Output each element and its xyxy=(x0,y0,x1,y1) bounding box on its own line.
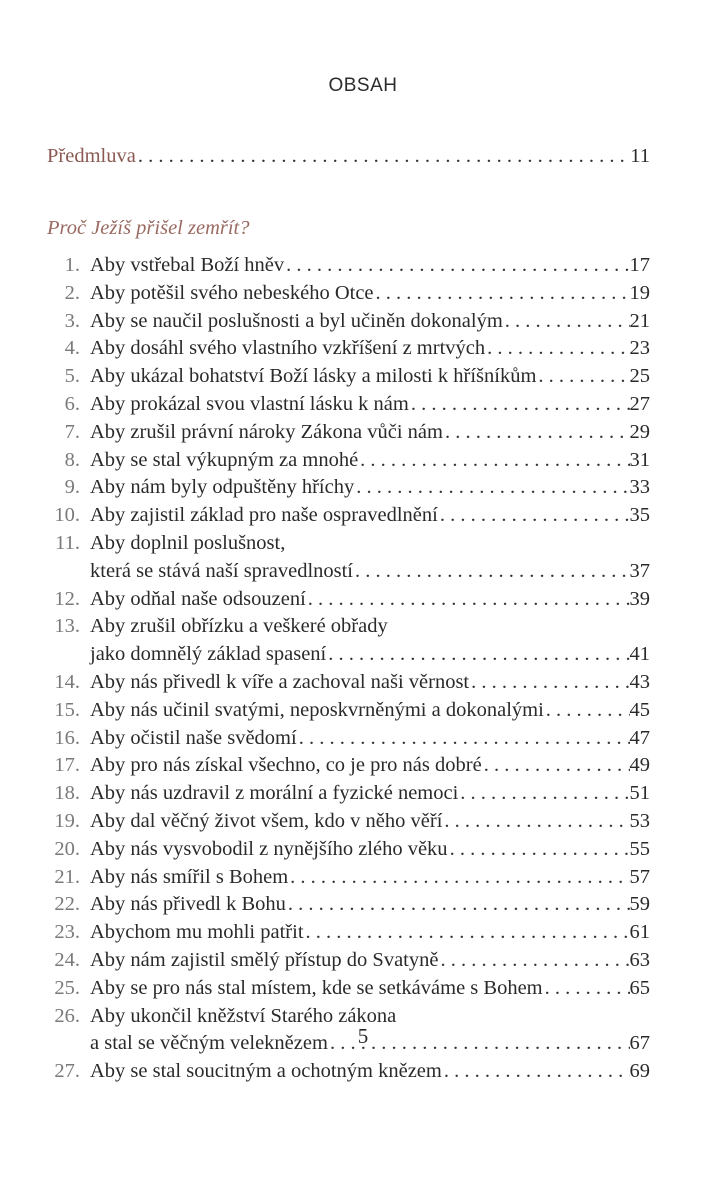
toc-entry-number: 15. xyxy=(54,698,80,721)
toc-entry xyxy=(90,864,650,890)
toc-entry-page: 31 xyxy=(629,448,650,471)
toc-entry-page: 35 xyxy=(629,504,650,527)
toc-entry xyxy=(90,363,650,389)
toc-entry-title: Aby dal věčný život všem, kdo v něho věří xyxy=(90,810,443,832)
leader-dots xyxy=(544,697,630,723)
toc-entry xyxy=(90,586,650,612)
toc-entry xyxy=(90,725,650,751)
toc-entry-title: Aby nás přivedl k víře a zachoval naši věrnost xyxy=(90,671,470,693)
toc-entry-number: 7. xyxy=(64,420,80,443)
leader-dots xyxy=(306,586,630,612)
toc-entry-number: 21. xyxy=(54,865,80,888)
toc-entry-number: 27. xyxy=(54,1060,80,1083)
toc-entry xyxy=(90,308,650,334)
toc-entry xyxy=(90,641,650,667)
toc-entry-title: Aby doplnil poslušnost, xyxy=(90,532,286,554)
toc-entry-number: 11. xyxy=(55,532,80,554)
toc-entry-number: 23. xyxy=(54,921,80,944)
toc-entry xyxy=(90,975,650,1001)
toc-entry-number: 25. xyxy=(54,976,80,999)
toc-entry-page: 57 xyxy=(629,865,650,888)
toc-entry xyxy=(90,252,650,278)
toc-entry-page: 49 xyxy=(629,754,650,777)
toc-entry xyxy=(90,947,650,973)
toc-entry-page: 33 xyxy=(629,476,650,499)
toc-entry-number: 2. xyxy=(64,281,80,304)
toc-entry xyxy=(90,919,650,945)
leader-dots xyxy=(448,836,630,862)
toc-entry-page: 55 xyxy=(629,837,650,860)
toc-entry-page: 53 xyxy=(629,810,650,832)
toc-entry-page: 51 xyxy=(629,782,650,805)
toc-entry-number: 24. xyxy=(54,949,80,971)
toc-entry-number: 18. xyxy=(54,782,80,805)
toc-entry-page: 45 xyxy=(629,698,650,721)
toc-entry-title-continued: a stal se věčným veleknězem xyxy=(90,1032,328,1055)
toc-entry-title-continued: jako domnělý základ spasení xyxy=(90,643,327,666)
toc-entry-title: Aby ukončil kněžství Starého zákona xyxy=(90,1004,397,1027)
toc-entry-title: Aby vstřebal Boží hněv xyxy=(90,254,285,276)
toc-entry xyxy=(90,335,650,361)
toc-entry-page: 29 xyxy=(629,420,650,443)
toc-entry xyxy=(90,474,650,500)
toc-entry-number: 9. xyxy=(64,476,80,499)
toc-entry-title: Aby nás uzdravil z morální a fyzické nemoci xyxy=(90,782,459,805)
leader-dots xyxy=(543,975,630,1001)
toc-entry-title: Aby nám byly odpuštěny hříchy xyxy=(90,476,355,499)
leader-dots xyxy=(485,335,629,361)
toc-entry-title: Aby potěšil svého nebeského Otce xyxy=(90,281,374,304)
toc-entry-title: Aby zajistil základ pro naše ospravedlnění xyxy=(90,504,438,527)
toc-entry-title: Aby prokázal svou vlastní lásku k nám xyxy=(90,393,409,415)
leader-dots xyxy=(358,447,629,473)
toc-entry xyxy=(90,558,650,584)
toc-entry xyxy=(90,891,650,917)
toc-entry-title: Aby očistil naše svědomí xyxy=(90,726,297,749)
toc-entry-title: Aby se stal výkupným za mnohé xyxy=(90,448,359,471)
toc-entry xyxy=(90,697,650,723)
toc-entry-title: Aby se stal soucitným a ochotným knězem xyxy=(90,1060,442,1083)
toc-entry-title: Aby se pro nás stal místem, kde se setkáváme s Bohem xyxy=(90,976,543,999)
leader-dots xyxy=(409,391,630,417)
leader-dots xyxy=(469,669,629,695)
toc-entry-page: 23 xyxy=(629,337,650,360)
toc-entry-page: 41 xyxy=(629,643,650,666)
toc-entry-number: 13. xyxy=(54,615,80,638)
toc-entry-number: 20. xyxy=(54,837,80,860)
toc-entry-page: 25 xyxy=(629,365,650,388)
leader-dots xyxy=(482,752,630,778)
toc-entry xyxy=(90,780,650,806)
toc-entry-title: Aby ukázal bohatství Boží lásky a milosti k hříšníkům xyxy=(90,365,537,388)
toc-entry-title: Abychom mu mohli patřit xyxy=(90,921,304,944)
toc-entry-page: 19 xyxy=(629,281,650,304)
toc-entry xyxy=(90,836,650,862)
leader-dots xyxy=(374,280,630,306)
leader-dots xyxy=(442,1058,630,1084)
toc-entry-number: 17. xyxy=(54,754,80,777)
toc-entry-title: Aby nám zajistil smělý přístup do Svatyně xyxy=(90,949,439,971)
leader-dots xyxy=(284,252,629,278)
toc-entry-page: 63 xyxy=(629,949,650,971)
toc-entry-number: 8. xyxy=(64,448,80,471)
toc-entry-number: 12. xyxy=(54,587,80,610)
toc-entry xyxy=(90,808,650,834)
toc-entry-page: 11 xyxy=(630,145,650,167)
toc-entry xyxy=(90,1058,650,1084)
leader-dots xyxy=(442,808,629,834)
leader-dots xyxy=(536,363,629,389)
toc-entry-page: 69 xyxy=(629,1060,650,1083)
leader-dots xyxy=(353,558,629,584)
toc-entry-title: Aby se naučil poslušnosti a byl učiněn dokonalým xyxy=(90,309,503,332)
leader-dots xyxy=(438,947,629,973)
toc-entry-number: 3. xyxy=(64,309,80,332)
toc-entry xyxy=(90,752,650,778)
toc-entry-title: Aby nás vysvobodil z nynějšího zlého věku xyxy=(90,837,448,860)
toc-entry-number: 4. xyxy=(64,337,80,360)
toc-entry-title: Aby zrušil právní nároky Zákona vůči nám xyxy=(90,420,443,443)
leader-dots xyxy=(304,919,630,945)
toc-entry-number: 6. xyxy=(64,393,80,415)
toc-entry-title: Aby nás přivedl k Bohu xyxy=(90,893,286,916)
toc-entry-number: 26. xyxy=(54,1004,80,1027)
toc-entry-page: 21 xyxy=(629,309,650,332)
leader-dots xyxy=(326,641,629,667)
toc-entry-page: 47 xyxy=(629,726,650,749)
toc-entry-page: 61 xyxy=(629,921,650,944)
toc-entry-page: 65 xyxy=(629,976,650,999)
page-title: OBSAH xyxy=(328,75,398,96)
toc-entry xyxy=(90,447,650,473)
toc-entry-number: 22. xyxy=(54,893,80,916)
toc-entry-page: 59 xyxy=(629,893,650,916)
toc-entry-number: 5. xyxy=(64,365,80,388)
toc-entry-title: Aby dosáhl svého vlastního vzkříšení z mrtvých xyxy=(90,337,486,360)
page-number: 5 xyxy=(357,1024,369,1048)
toc-entry-number: 19. xyxy=(54,810,80,832)
toc-entry-title: Předmluva xyxy=(47,145,136,167)
toc-entry-title-continued: která se stává naší spravedlností xyxy=(90,559,354,582)
leader-dots xyxy=(443,419,630,445)
toc-entry-page: 43 xyxy=(629,671,650,693)
toc-entry xyxy=(90,669,650,695)
toc-entry-number: 10. xyxy=(54,504,80,527)
toc-entry xyxy=(90,502,650,528)
section-heading: Proč Ježíš přišel zemřít? xyxy=(47,217,250,239)
toc-entry-title: Aby zrušil obřízku a veškeré obřady xyxy=(90,615,388,638)
leader-dots xyxy=(503,308,630,334)
leader-dots xyxy=(288,864,629,890)
toc-entry-page: 67 xyxy=(629,1032,650,1055)
toc-entry-title: Aby nás smířil s Bohem xyxy=(90,865,289,888)
toc-entry-title: Aby odňal naše odsouzení xyxy=(90,587,306,610)
leader-dots xyxy=(297,725,630,751)
toc-entry xyxy=(90,280,650,306)
toc-entry xyxy=(90,419,650,445)
toc-entry-number: 1. xyxy=(64,254,80,276)
toc-entry-preface xyxy=(47,143,650,169)
toc-entry-page: 37 xyxy=(629,559,650,582)
toc-entry-title: Aby pro nás získal všechno, co je pro nás dobré xyxy=(90,754,482,777)
leader-dots xyxy=(438,502,630,528)
toc-entry-number: 16. xyxy=(54,726,80,749)
toc-entry-title: Aby nás učinil svatými, neposkvrněnými a dokonalými xyxy=(90,698,544,721)
leader-dots xyxy=(354,474,629,500)
toc-entry xyxy=(90,391,650,417)
leader-dots xyxy=(136,143,630,169)
toc-entry-page: 27 xyxy=(629,393,650,415)
toc-entry-number: 14. xyxy=(54,671,80,693)
toc-entry-page: 39 xyxy=(629,587,650,610)
leader-dots xyxy=(286,891,630,917)
leader-dots xyxy=(458,780,629,806)
toc-entry-page: 17 xyxy=(629,254,650,276)
